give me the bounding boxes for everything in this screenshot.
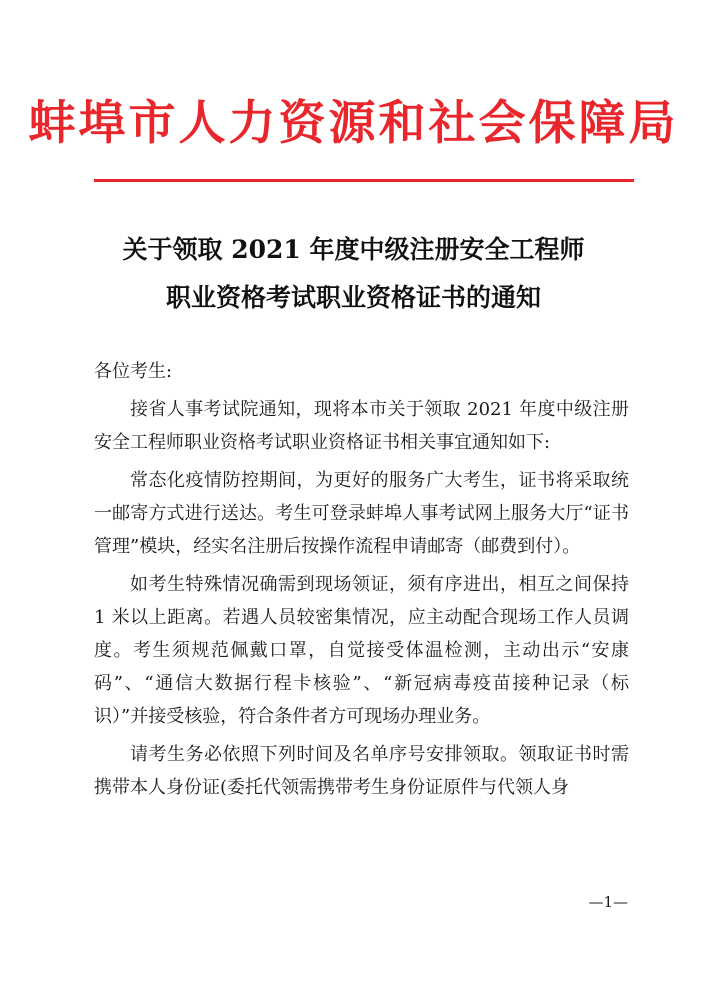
- notice-title-line-2: 职业资格考试职业资格证书的通知: [165, 283, 541, 312]
- paragraph-2: 常态化疫情防控期间，为更好的服务广大考生，证书将采取统一邮寄方式进行送达。考生可登录蚌埠人事考试网上服务大厅“证书管理”模块，经实名注册后按操作流程申请邮寄（邮费到付）。: [94, 470, 629, 557]
- masthead-red-rule: [94, 179, 634, 182]
- notice-title-line-1: 关于领取 2021 年度中级注册安全工程师: [122, 235, 585, 264]
- paragraph-1: 接省人事考试院通知，现将本市关于领取 2021 年度中级注册安全工程师职业资格考试职业资格证书相关事宜通知如下:: [94, 399, 629, 453]
- salutation: 各位考生:: [94, 361, 173, 382]
- notice-title: [0, 226, 707, 322]
- paragraph-4: 请考生务必依照下列时间及名单序号安排领取。领取证书时需携带本人身份证(委托代领需携带考生身份证原件与代领人身: [94, 744, 629, 798]
- notice-body: [94, 355, 629, 804]
- page-number: —1—: [588, 893, 628, 911]
- paragraph-3: 如考生特殊情况确需到现场领证，须有序进出，相互之间保持 1 米以上距离。若遇人员较密集情况，应主动配合现场工作人员调度。考生须规范佩戴口罩，自觉接受体温检测，主动出示“安康码”、“通信大数据行程卡核验”、“新冠病毒疫苗接种记录（标识）”并接受核验，符合条件者方可现场办理业务。: [94, 574, 629, 727]
- agency-masthead: 蚌埠市人力资源和社会保障局: [28, 96, 679, 151]
